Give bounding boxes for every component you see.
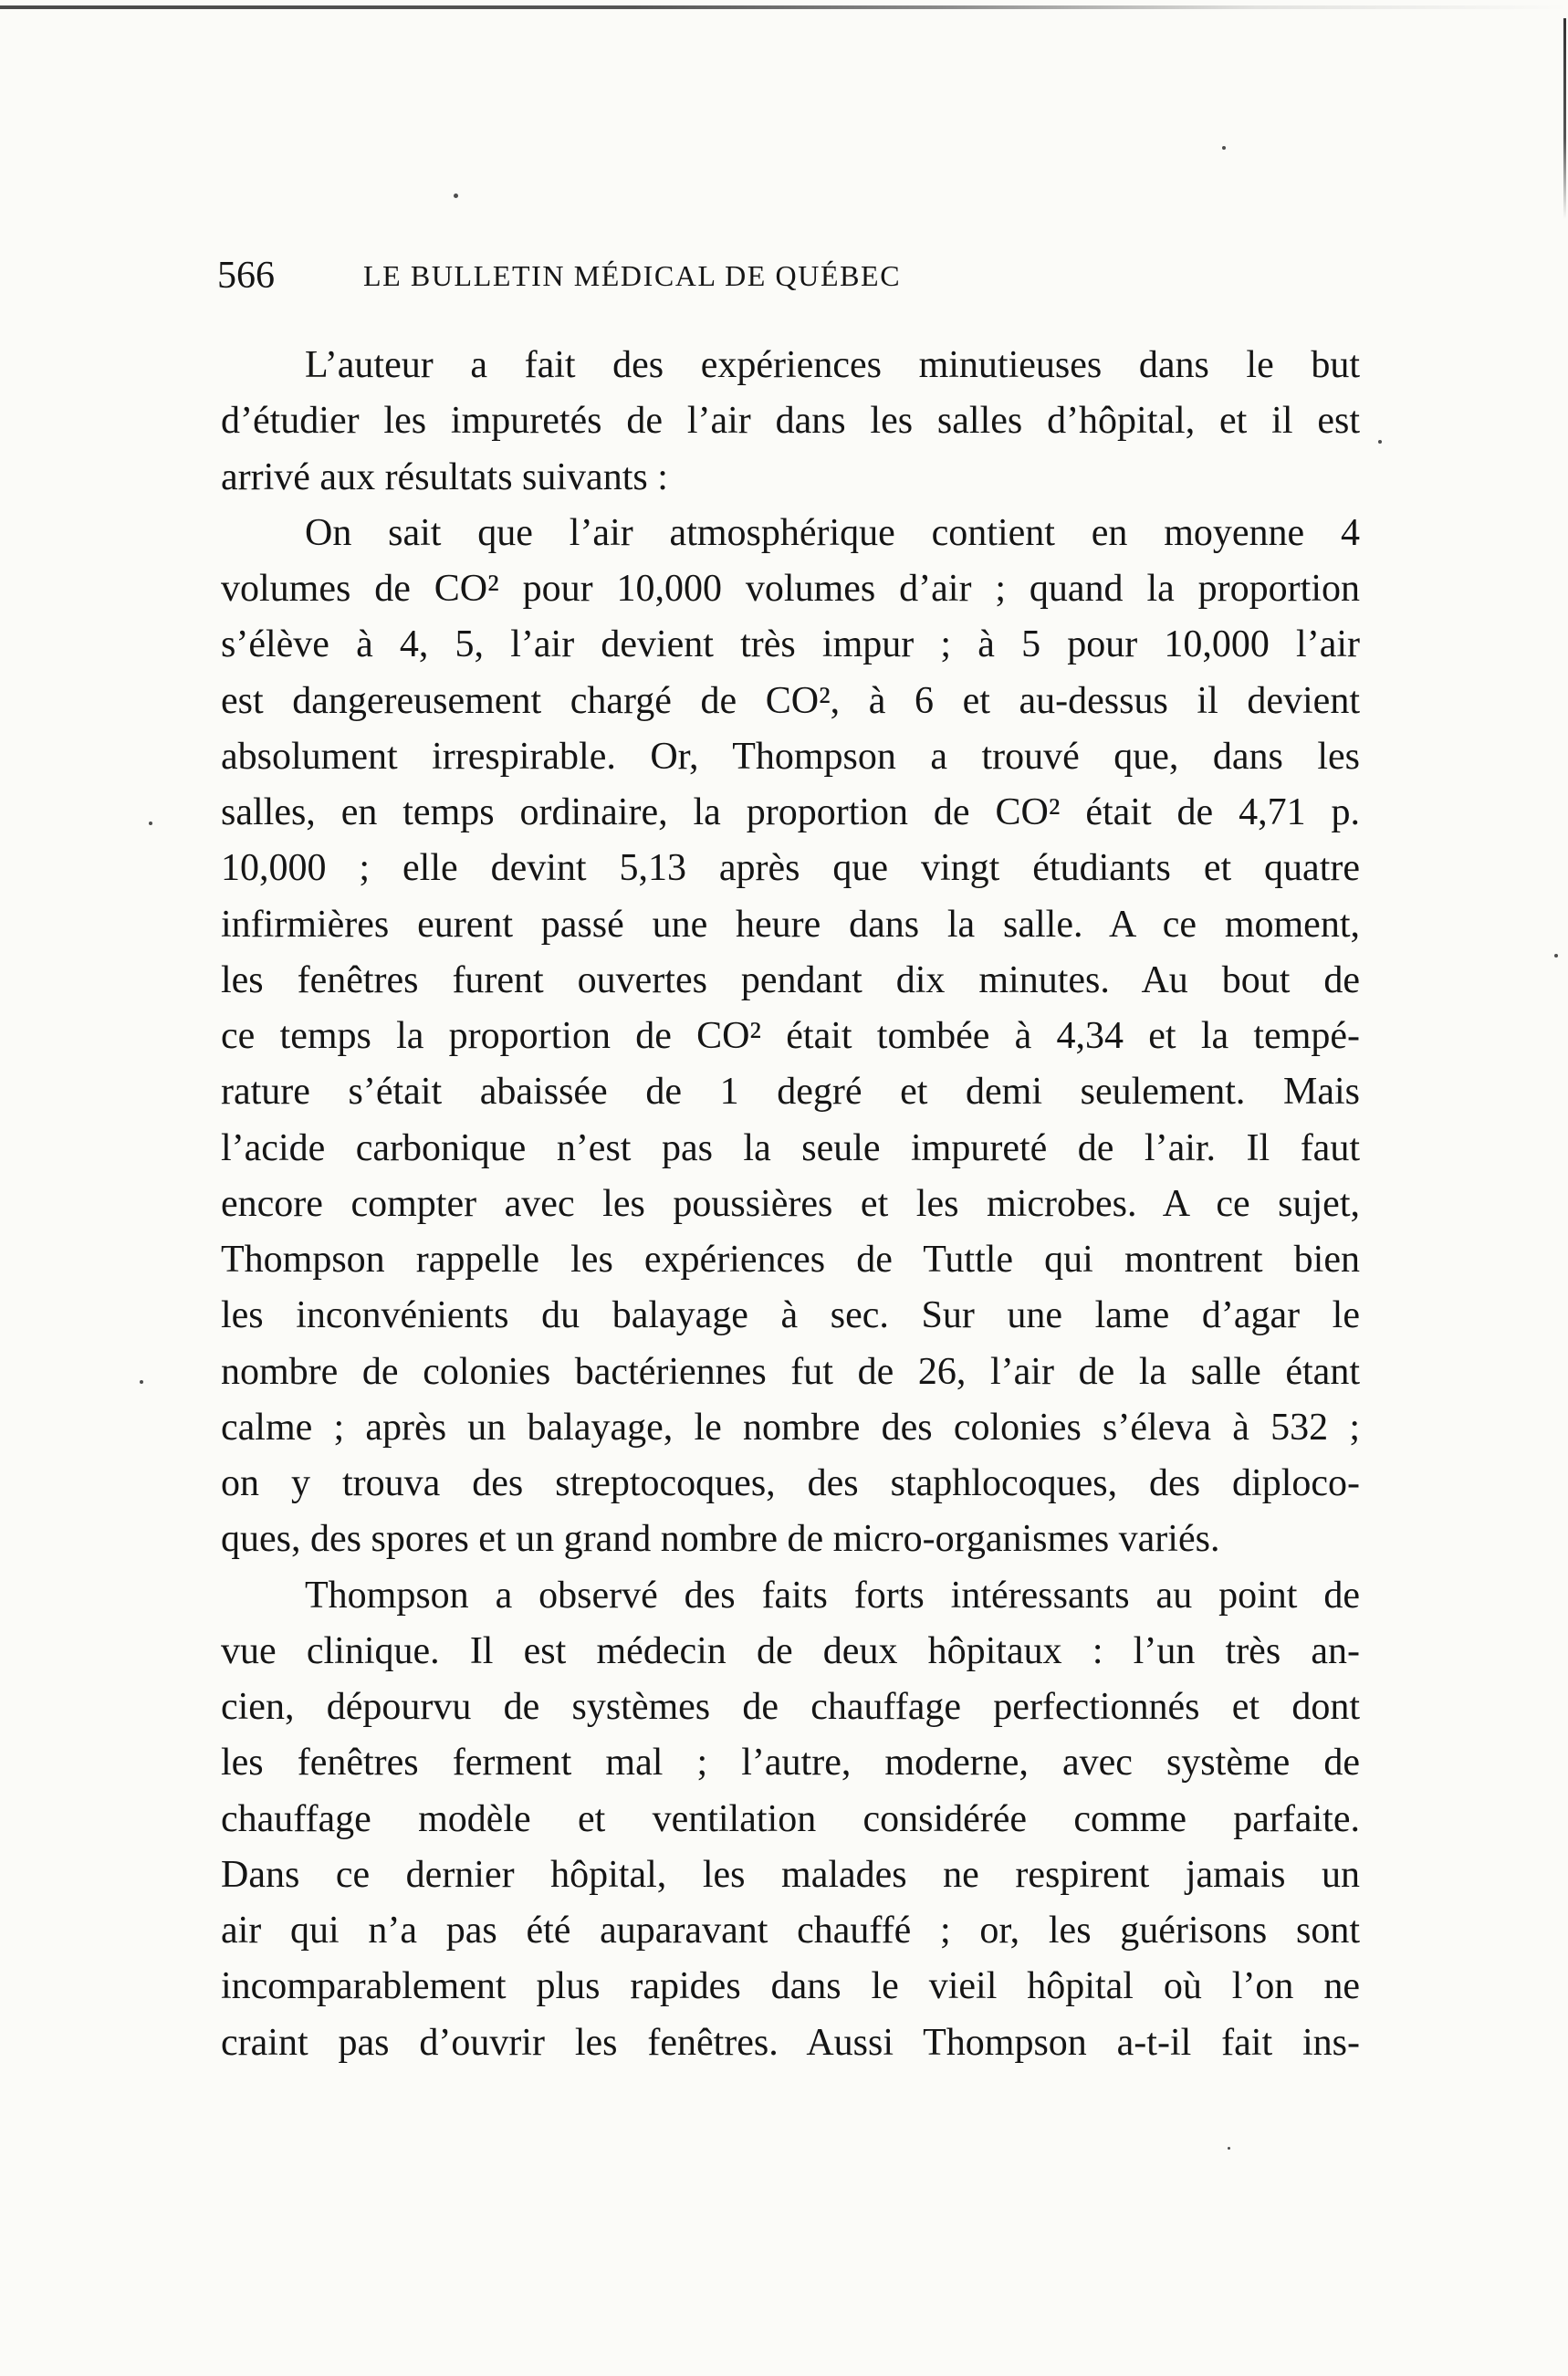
text-line: s’élève à 4, 5, l’air devient très impur ; à 5 pour 10,000 l’air: [221, 623, 1360, 666]
speck-mark: [140, 1380, 143, 1384]
scan-top-edge: [0, 5, 1568, 9]
text-line: rature s’était abaissée de 1 degré et demi seulement. Mais: [221, 1071, 1360, 1114]
text-line: d’étudier les impuretés de l’air dans les salles d’hôpital, et il est: [221, 400, 1360, 443]
speck-mark: [1378, 440, 1382, 444]
text-line: est dangereusement chargé de CO², à 6 et au-dessus il devient: [221, 679, 1360, 722]
scan-right-edge: [1563, 18, 1566, 219]
text-line: incomparablement plus rapides dans le vieil hôpital où l’on ne: [221, 1965, 1360, 2008]
text-line: Thompson rappelle les expériences de Tuttle qui montrent bien: [221, 1239, 1360, 1281]
text-line: Thompson a observé des faits forts intéressants au point de: [305, 1574, 1360, 1617]
speck-mark: [1554, 954, 1558, 958]
text-line: craint pas d’ouvrir les fenêtres. Aussi Thompson a-t-il fait ins-: [221, 2021, 1360, 2064]
speck-mark: [454, 194, 458, 198]
article-body: [221, 338, 1360, 2071]
text-line: encore compter avec les poussières et les microbes. A ce sujet,: [221, 1182, 1360, 1225]
text-line: l’acide carbonique n’est pas la seule impureté de l’air. Il faut: [221, 1126, 1360, 1169]
text-line: air qui n’a pas été auparavant chauffé ; or, les guérisons sont: [221, 1910, 1360, 1952]
text-line: ce temps la proportion de CO² était tombée à 4,34 et la tempé-: [221, 1015, 1360, 1057]
text-line: vue clinique. Il est médecin de deux hôpitaux : l’un très an-: [221, 1629, 1360, 1672]
text-line: les fenêtres ferment mal ; l’autre, moderne, avec système de: [221, 1742, 1360, 1785]
text-line: les inconvénients du balayage à sec. Sur une lame d’agar le: [221, 1294, 1360, 1337]
text-line: on y trouva des streptocoques, des staphlocoques, des diploco-: [221, 1462, 1360, 1504]
text-line: ques, des spores et un grand nombre de micro-organismes variés.: [221, 1518, 1220, 1561]
text-line: salles, en temps ordinaire, la proportion de CO² était de 4,71 p.: [221, 791, 1360, 833]
running-head: LE BULLETIN MÉDICAL DE QUÉBEC: [363, 259, 902, 292]
text-line: nombre de colonies bactériennes fut de 26, l’air de la salle étant: [221, 1350, 1360, 1393]
text-line: 10,000 ; elle devint 5,13 après que vingt étudiants et quatre: [221, 847, 1360, 890]
text-line: L’auteur a fait des expériences minutieuses dans le but: [305, 344, 1360, 386]
text-line: infirmières eurent passé une heure dans la salle. A ce moment,: [221, 903, 1360, 946]
speck-mark: [1228, 2147, 1230, 2150]
page-number: 566: [217, 255, 275, 297]
page-header: [217, 248, 1358, 303]
text-line: calme ; après un balayage, le nombre des colonies s’éleva à 532 ;: [221, 1406, 1360, 1449]
text-line: volumes de CO² pour 10,000 volumes d’air ; quand la proportion: [221, 568, 1360, 610]
text-line: absolument irrespirable. Or, Thompson a trouvé que, dans les: [221, 735, 1360, 778]
text-line: les fenêtres furent ouvertes pendant dix minutes. Au bout de: [221, 958, 1360, 1001]
text-line: Dans ce dernier hôpital, les malades ne respirent jamais un: [221, 1853, 1360, 1896]
speck-mark: [149, 822, 152, 825]
text-line: On sait que l’air atmosphérique contient en moyenne 4: [305, 511, 1360, 554]
text-line: cien, dépourvu de systèmes de chauffage perfectionnés et dont: [221, 1686, 1360, 1728]
text-line: arrivé aux résultats suivants :: [221, 455, 668, 498]
speck-mark: [1222, 146, 1226, 150]
text-line: chauffage modèle et ventilation considérée comme parfaite.: [221, 1797, 1360, 1840]
